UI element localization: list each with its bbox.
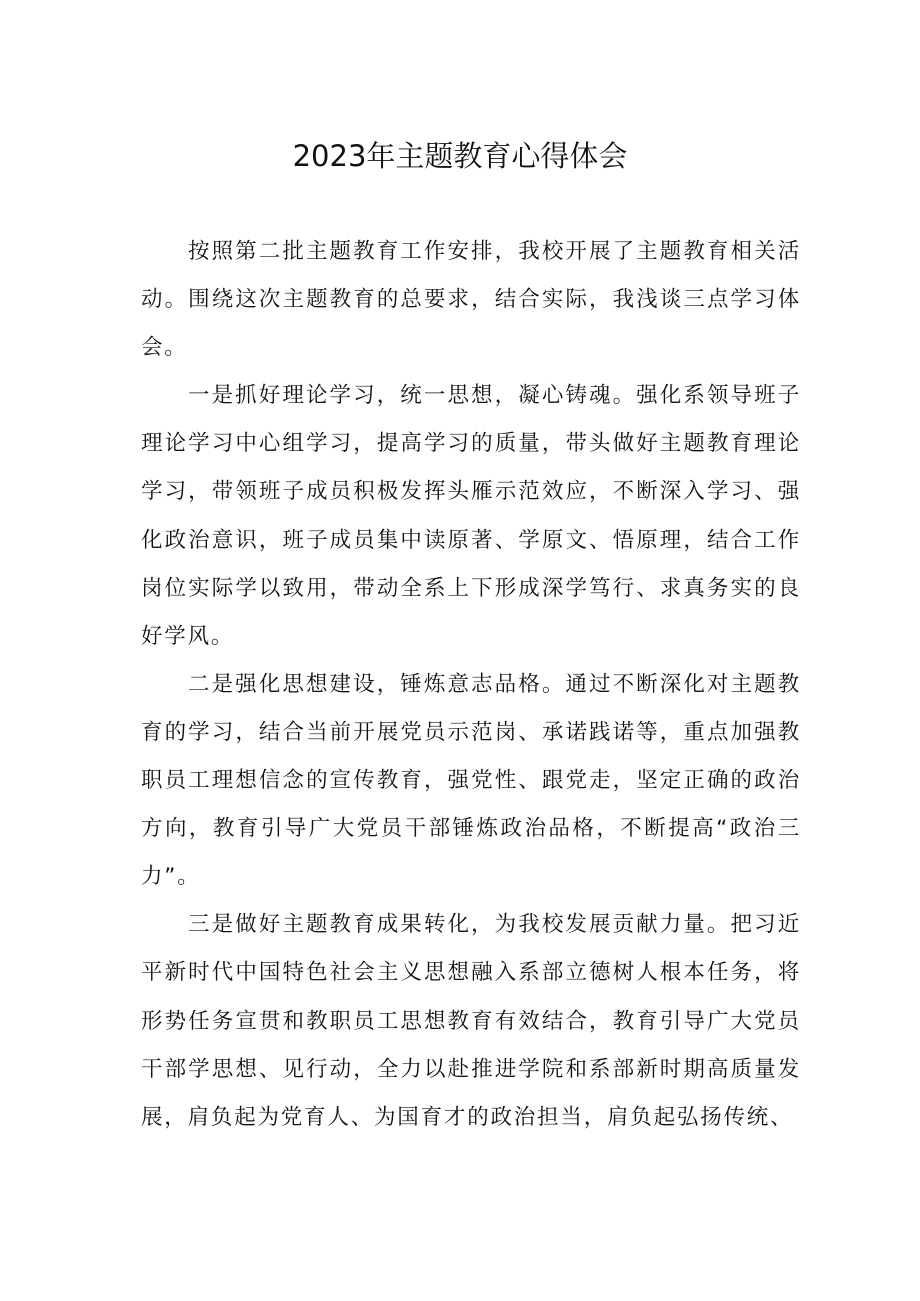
paragraph-point-three: 三是做好主题教育成果转化，为我校发展贡献力量。把习近平新时代中国特色社会主义思想融入系部立德树人根本任务，将形势任务宣贯和教职员工思想教育有效结合，教育引导广大党员干部学思想、见行动，全力以赴推进学院和系部新时期高质量发展，肩负起为党育人、为国育才的政治担当，肩负起弘扬传统、: [141, 912, 801, 1130]
document-title: 2023年主题教育心得体会: [292, 139, 628, 173]
paragraph-point-two: 二是强化思想建设，锤炼意志品格。通过不断深化对主题教育的学习，结合当前开展党员示范岗、承诺践诺等，重点加强教职员工理想信念的宣传教育，强党性、跟党走，坚定正确的政治方向，教育引导广大党员干部锤炼政治品格，不断提高“政治三力”。: [141, 671, 801, 890]
document-body: [141, 228, 801, 1142]
paragraph-intro: 按照第二批主题教育工作安排，我校开展了主题教育相关活动。围绕这次主题教育的总要求，结合实际，我浅谈三点学习体会。: [141, 239, 801, 361]
paragraph-point-one: 一是抓好理论学习，统一思想，凝心铸魂。强化系领导班子理论学习中心组学习，提高学习的质量，带头做好主题教育理论学习，带领班子成员积极发挥头雁示范效应，不断深入学习、强化政治意识，班子成员集中读原著、学原文、悟原理，结合工作岗位实际学以致用，带动全系上下形成深学笃行、求真务实的良好学风。: [141, 383, 801, 649]
